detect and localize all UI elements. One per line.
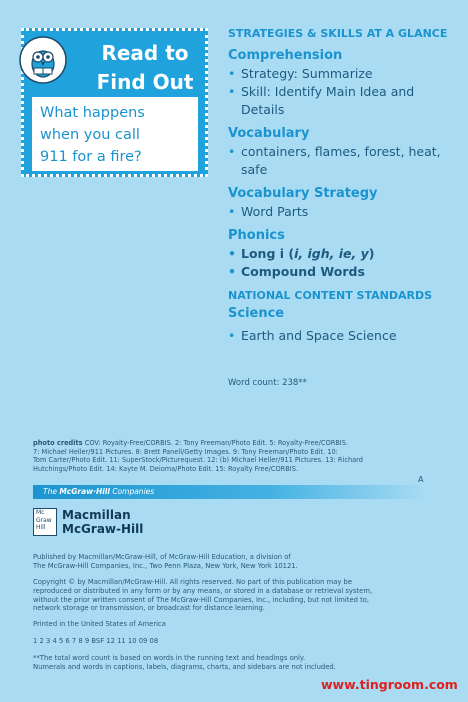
- copyright-notice: [33, 578, 433, 613]
- list-item: • Earth and Space Science: [228, 327, 460, 345]
- list-item: • containers, flames, forest, heat,: [228, 143, 460, 161]
- copyright-line: network storage or transmission, or broadcast for distance learning.: [33, 604, 265, 613]
- vocabulary-strategy-heading: Vocabulary Strategy: [228, 186, 378, 201]
- companies-brand: McGraw·Hill: [59, 487, 110, 496]
- strategies-panel: [228, 27, 460, 351]
- credits-label: photo credits: [33, 439, 83, 447]
- credits-line: 7: Michael Heller/911 Pictures. 8: Brett Panell/Getty Images. 9: Tony Freeman/Photo Edit. 10:: [33, 447, 338, 456]
- logo-box-line1: Mc: [36, 509, 45, 516]
- list-item: Details: [241, 102, 285, 117]
- vocabulary-heading: Vocabulary: [228, 126, 310, 141]
- credits-line: [33, 439, 418, 448]
- list-item: • Compound Words: [228, 263, 460, 281]
- page-letter: A: [418, 475, 424, 484]
- rtfo-question-line2: when you call: [40, 127, 140, 143]
- footnote-line: Numerals and words in captions, labels, diagrams, charts, and sidebars are not included.: [33, 662, 336, 671]
- rtfo-question: [32, 97, 198, 171]
- read-to-find-out-box: [21, 28, 208, 177]
- print-line: 1 2 3 4 5 6 7 8 9 BSF 12 11 10 09 08: [33, 637, 159, 645]
- companies-text: [43, 487, 154, 496]
- rtfo-title: [84, 39, 206, 97]
- vocabulary-strategy-list: [228, 203, 460, 221]
- companies-bar: [33, 485, 427, 499]
- copyright-line: Copyright © by Macmillan/McGraw-Hill. All rights reserved. No part of this publication may be: [33, 578, 353, 586]
- rtfo-question-line3: 911 for a fire?: [40, 149, 142, 165]
- watermark: www.tingroom.com: [321, 677, 458, 692]
- photo-credits: [33, 439, 418, 473]
- comprehension-heading: Comprehension: [228, 48, 343, 63]
- companies-prefix: The: [43, 487, 60, 496]
- word-count: Word count: 238**: [228, 378, 307, 388]
- list-item: • Skill: Identify Main Idea and: [228, 83, 460, 101]
- companies-suffix: Companies: [109, 487, 155, 496]
- printed-in: Printed in the United States of America: [33, 620, 166, 628]
- mcgraw-hill-logo-box: [33, 508, 57, 536]
- rtfo-question-line1: What happens: [40, 105, 145, 121]
- logo-box-line3: Hill: [36, 524, 46, 531]
- phonics-heading: Phonics: [228, 228, 285, 243]
- strategies-heading: STRATEGIES & SKILLS AT A GLANCE: [228, 27, 448, 40]
- list-item: • Strategy: Summarize: [228, 65, 460, 83]
- logo-name: [62, 508, 143, 536]
- vocabulary-list: [228, 143, 460, 179]
- list-item: [228, 245, 460, 263]
- copyright-line: without the prior written consent of The McGraw-Hill Companies, Inc., including, but not limited to,: [33, 595, 370, 604]
- standards-list: [228, 327, 460, 345]
- footnote: [33, 654, 433, 672]
- long-i-suffix: ): [368, 246, 375, 261]
- science-heading: Science: [228, 306, 285, 321]
- credits-text: COV: Royalty-Free/CORBIS. 2: Tony Freeman/Photo Edit. 5: Royalty-Free/CORBIS.: [84, 439, 349, 447]
- publisher-line: The McGraw-Hill Companies, Inc., Two Penn Plaza, New York, New York 10121.: [33, 561, 298, 570]
- long-i-examples: i, igh, ie, y: [294, 246, 369, 261]
- phonics-list: [228, 245, 460, 281]
- rtfo-title-line2: Find Out: [96, 70, 194, 94]
- credits-line: Hutchings/Photo Edit. 14: Kayte M. Deioma/Photo Edit. 15: Royalty Free/CORBIS.: [33, 464, 298, 473]
- comprehension-list: [228, 65, 460, 119]
- rtfo-title-line1: Read to: [101, 41, 189, 65]
- credits-line: Tom Carter/Photo Edit. 11: SuperStock/Picturequest. 12: (b) Michael Heller/911 Pictures. 13: Richard: [33, 456, 363, 465]
- owl-icon: [18, 35, 68, 85]
- logo-name-line1: Macmillan: [62, 508, 131, 522]
- standards-heading: NATIONAL CONTENT STANDARDS: [228, 289, 433, 302]
- list-item: safe: [241, 162, 268, 177]
- footnote-line: **The total word count is based on words in the running text and headings only.: [33, 654, 306, 662]
- list-item: • Word Parts: [228, 203, 460, 221]
- publisher-info: [33, 553, 433, 571]
- publisher-line: Published by Macmillan/McGraw-Hill, of McGraw-Hill Education, a division of: [33, 553, 291, 561]
- copyright-line: reproduced or distributed in any form or by any means, or stored in a database or retrieval system,: [33, 586, 373, 595]
- long-i-prefix: Long i (: [241, 246, 295, 261]
- logo-box-line2: Graw: [36, 516, 52, 524]
- logo-name-line2: McGraw-Hill: [62, 522, 144, 536]
